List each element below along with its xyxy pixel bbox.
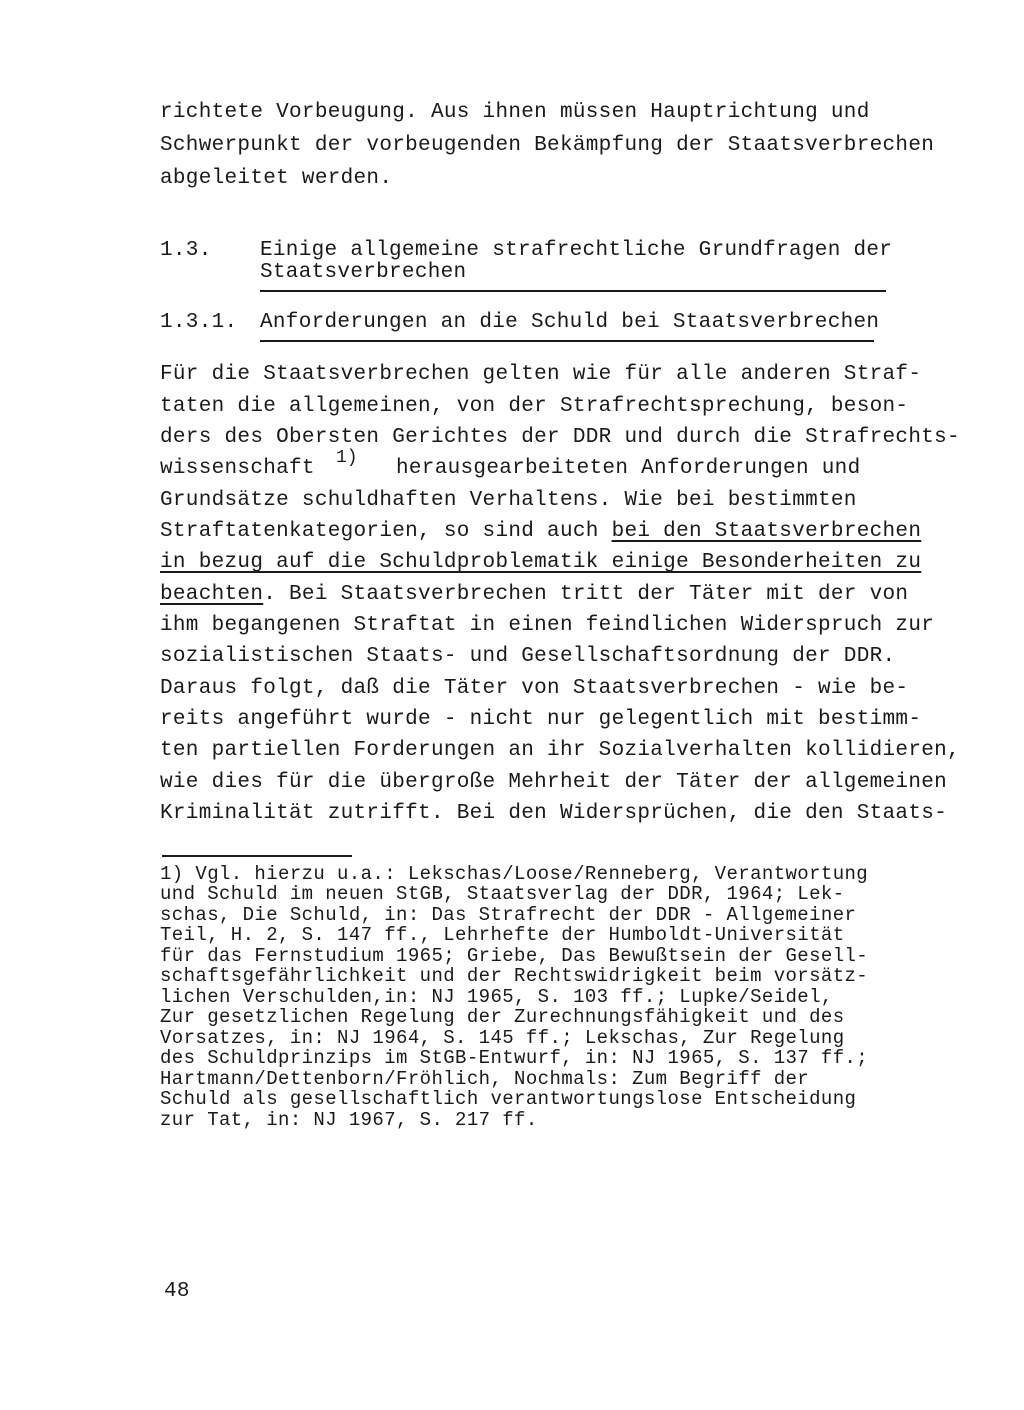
body-line-4b: herausgearbeiteten Anforderungen und <box>396 457 861 480</box>
footnote-line-1: 1) Vgl. hierzu u.a.: Lekschas/Loose/Renneberg, Verantwortung <box>160 863 869 885</box>
footnote-reference: 1) <box>336 448 358 468</box>
body-line-8b: . Bei Staatsverbrechen tritt der Täter mit der von <box>263 583 909 606</box>
body-line-15: Kriminalität zutrifft. Bei den Widersprüchen, die den Staats- <box>160 802 948 825</box>
footnote-line-13: zur Tat, in: NJ 1967, S. 217 ff. <box>160 1109 538 1131</box>
body-line-3: ders des Obersten Gerichtes der DDR und durch die Strafrechts- <box>160 426 960 449</box>
footnote-line-8: Zur gesetzlichen Regelung der Zurechnungsfähigkeit und des <box>160 1006 845 1028</box>
footnote-line-5: für das Fernstudium 1965; Griebe, Das Bewußtsein der Gesell- <box>160 945 869 967</box>
section-1-3-1-underline <box>260 340 874 342</box>
footnote-line-2: und Schuld im neuen StGB, Staatsverlag der DDR, 1964; Lek- <box>160 883 845 905</box>
body-line-6 <box>160 520 921 544</box>
section-1-3-1-title: Anforderungen an die Schuld bei Staatsverbrechen <box>260 311 880 334</box>
body-line-8 <box>160 583 908 607</box>
section-1-3-title-line-2: Staatsverbrechen <box>260 261 467 284</box>
body-line-4a: wissenschaft <box>160 457 315 480</box>
body-line-6-underlined: bei den Staatsverbrechen <box>611 520 922 543</box>
body-line-12: reits angeführt wurde - nicht nur gelegentlich mit bestimm- <box>160 708 922 731</box>
footnote-line-3: schas, Die Schuld, in: Das Strafrecht der DDR - Allgemeiner <box>160 904 857 926</box>
body-line-11: Daraus folgt, daß die Täter von Staatsverbrechen - wie be- <box>160 677 909 700</box>
body-line-10: sozialistischen Staats- und Gesellschaftsordnung der DDR. <box>160 645 896 668</box>
section-1-3-1-number: 1.3.1. <box>160 311 238 334</box>
intro-line-3: abgeleitet werden. <box>160 167 393 190</box>
body-line-7 <box>160 551 921 575</box>
footnote-line-7: lichen Verschulden,in: NJ 1965, S. 103 ff.; Lupke/Seidel, <box>160 986 833 1008</box>
body-line-1: Für die Staatsverbrechen gelten wie für alle anderen Straf- <box>160 363 922 386</box>
body-line-7-underlined: in bezug auf die Schuldproblematik einige Besonderheiten zu <box>160 551 922 574</box>
body-line-9: ihm begangenen Straftat in einen feindlichen Widerspruch zur <box>160 614 935 637</box>
section-1-3-underline <box>260 290 886 292</box>
page-number: 48 <box>164 1280 190 1303</box>
footnote-separator <box>162 855 352 857</box>
section-1-3-number: 1.3. <box>160 239 212 262</box>
body-line-8-underlined: beachten <box>160 583 264 606</box>
footnote-line-9: Vorsatzes, in: NJ 1964, S. 145 ff.; Lekschas, Zur Regelung <box>160 1027 845 1049</box>
body-line-5: Grundsätze schuldhaften Verhaltens. Wie bei bestimmten <box>160 489 857 512</box>
intro-line-2: Schwerpunkt der vorbeugenden Bekämpfung der Staatsverbrechen <box>160 134 935 157</box>
body-line-14: wie dies für die übergroße Mehrheit der Täter der allgemeinen <box>160 771 948 794</box>
footnote-line-6: schaftsgefährlichkeit und der Rechtswidrigkeit beim vorsätz- <box>160 965 869 987</box>
intro-line-1: richtete Vorbeugung. Aus ihnen müssen Hauptrichtung und <box>160 101 870 124</box>
body-line-2: taten die allgemeinen, von der Strafrechtsprechung, beson- <box>160 395 909 418</box>
body-line-6a: Straftatenkategorien, so sind auch <box>160 520 612 543</box>
footnote-line-4: Teil, H. 2, S. 147 ff., Lehrhefte der Humboldt-Universität <box>160 924 845 946</box>
footnote-line-12: Schuld als gesellschaftlich verantwortungslose Entscheidung <box>160 1088 857 1110</box>
body-line-13: ten partiellen Forderungen an ihr Sozialverhalten kollidieren, <box>160 739 960 762</box>
footnote-line-11: Hartmann/Dettenborn/Fröhlich, Nochmals: Zum Begriff der <box>160 1068 810 1090</box>
footnote-line-10: des Schuldprinzips im StGB-Entwurf, in: NJ 1965, S. 137 ff.; <box>160 1047 869 1069</box>
section-1-3-title-line-1: Einige allgemeine strafrechtliche Grundfragen der <box>260 239 893 262</box>
